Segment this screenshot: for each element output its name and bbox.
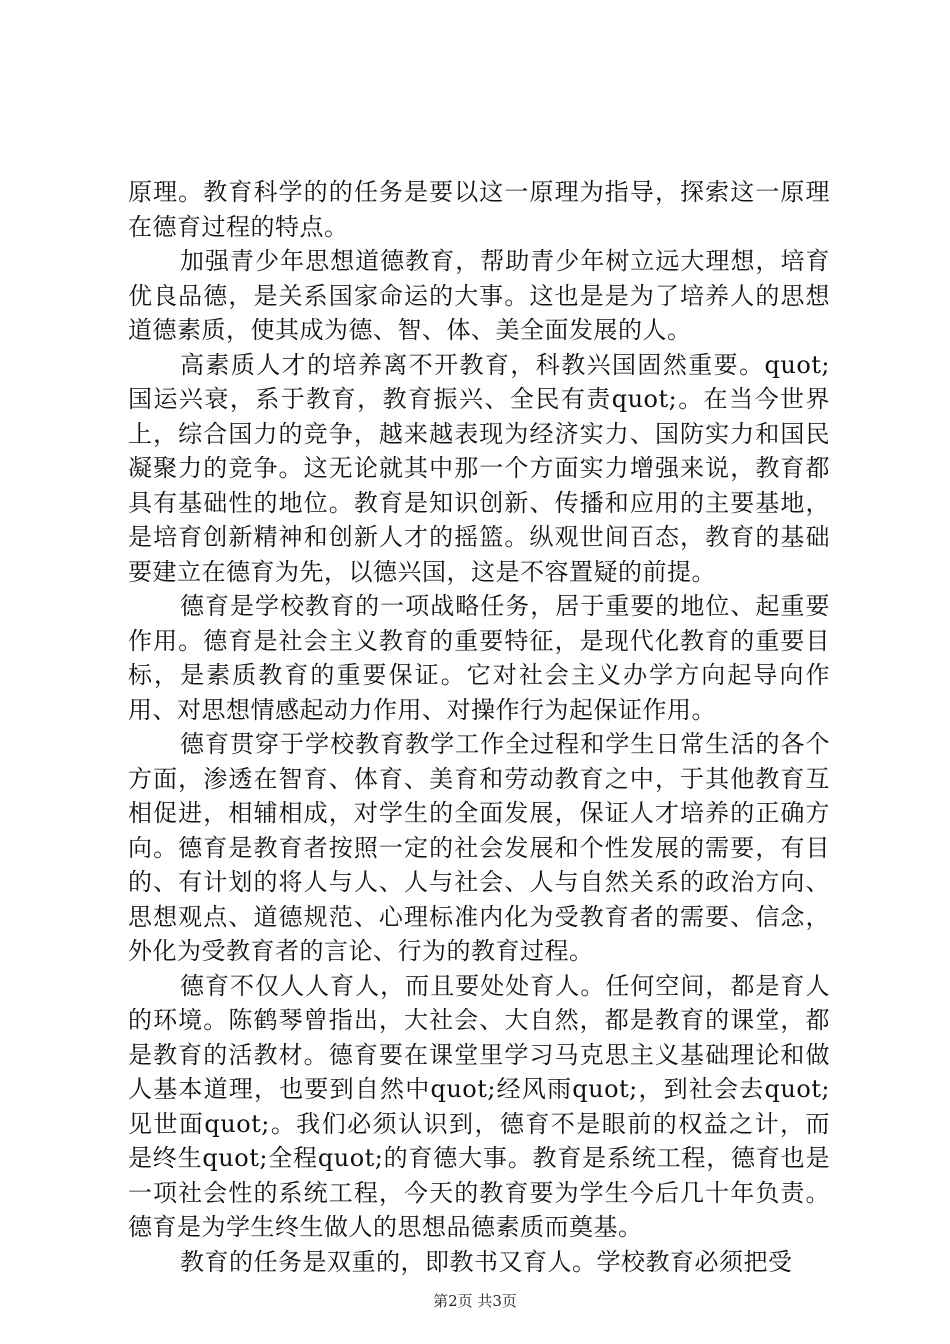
paragraph: 教育的任务是双重的，即教书又育人。学校教育必须把受 [180,1247,793,1276]
document-body [128,175,830,1279]
paragraph: 德育是学校教育的一项战略任务，居于重要的地位、起重要作用。德育是社会主义教育的重要特征，是现代化教育的重要目标，是素质教育的重要保证。它对社会主义办学方向起导向作用、对思想情感起动力作用、对操作行为起保证作用。 [128,592,830,724]
paragraph-continuation: 原理。教育科学的的任务是要以这一原理为指导，探索这一原理在德育过程的特点。 [128,178,830,241]
paragraph: 高素质人才的培养离不开教育，科教兴国固然重要。quot;国运兴衰，系于教育，教育振兴、全民有责quot;。在当今世界上，综合国力的竞争，越来越表现为经济实力、国防实力和国民凝聚力的竞争。这无论就其中那一个方面实力增强来说，教育都具有基础性的地位。教育是知识创新、传播和应用的主要基地，是培育创新精神和创新人才的摇篮。纵观世间百态，教育的基础要建立在德育为先，以德兴国，这是不容置疑的前提。 [128,350,830,586]
paragraph: 德育不仅人人育人，而且要处处育人。任何空间，都是育人的环境。陈鹤琴曾指出，大社会、大自然，都是教育的课堂，都是教育的活教材。德育要在课堂里学习马克思主义基础理论和做人基本道理，也要到自然中quot;经风雨quot;，到社会去quot;见世面quot;。我们必须认识到，德育不是眼前的权益之计，而是终生quot;全程quot;的育德大事。教育是系统工程，德育也是一项社会性的系统工程，今天的教育要为学生今后几十年负责。德育是为学生终生做人的思想品德素质而奠基。 [128,971,830,1241]
page-number-footer: 第2页 共3页 [433,1292,517,1310]
paragraph: 加强青少年思想道德教育，帮助青少年树立远大理想，培育优良品德，是关系国家命运的大事。这也是是为了培养人的思想道德素质，使其成为德、智、体、美全面发展的人。 [128,247,830,344]
paragraph: 德育贯穿于学校教育教学工作全过程和学生日常生活的各个方面，渗透在智育、体育、美育和劳动教育之中，于其他教育互相促进，相辅相成，对学生的全面发展，保证人才培养的正确方向。德育是教育者按照一定的社会发展和个性发展的需要，有目的、有计划的将人与人、人与社会、人与自然关系的政治方向、思想观点、道德规范、心理标准内化为受教育者的需要、信念，外化为受教育者的言论、行为的教育过程。 [128,730,830,965]
